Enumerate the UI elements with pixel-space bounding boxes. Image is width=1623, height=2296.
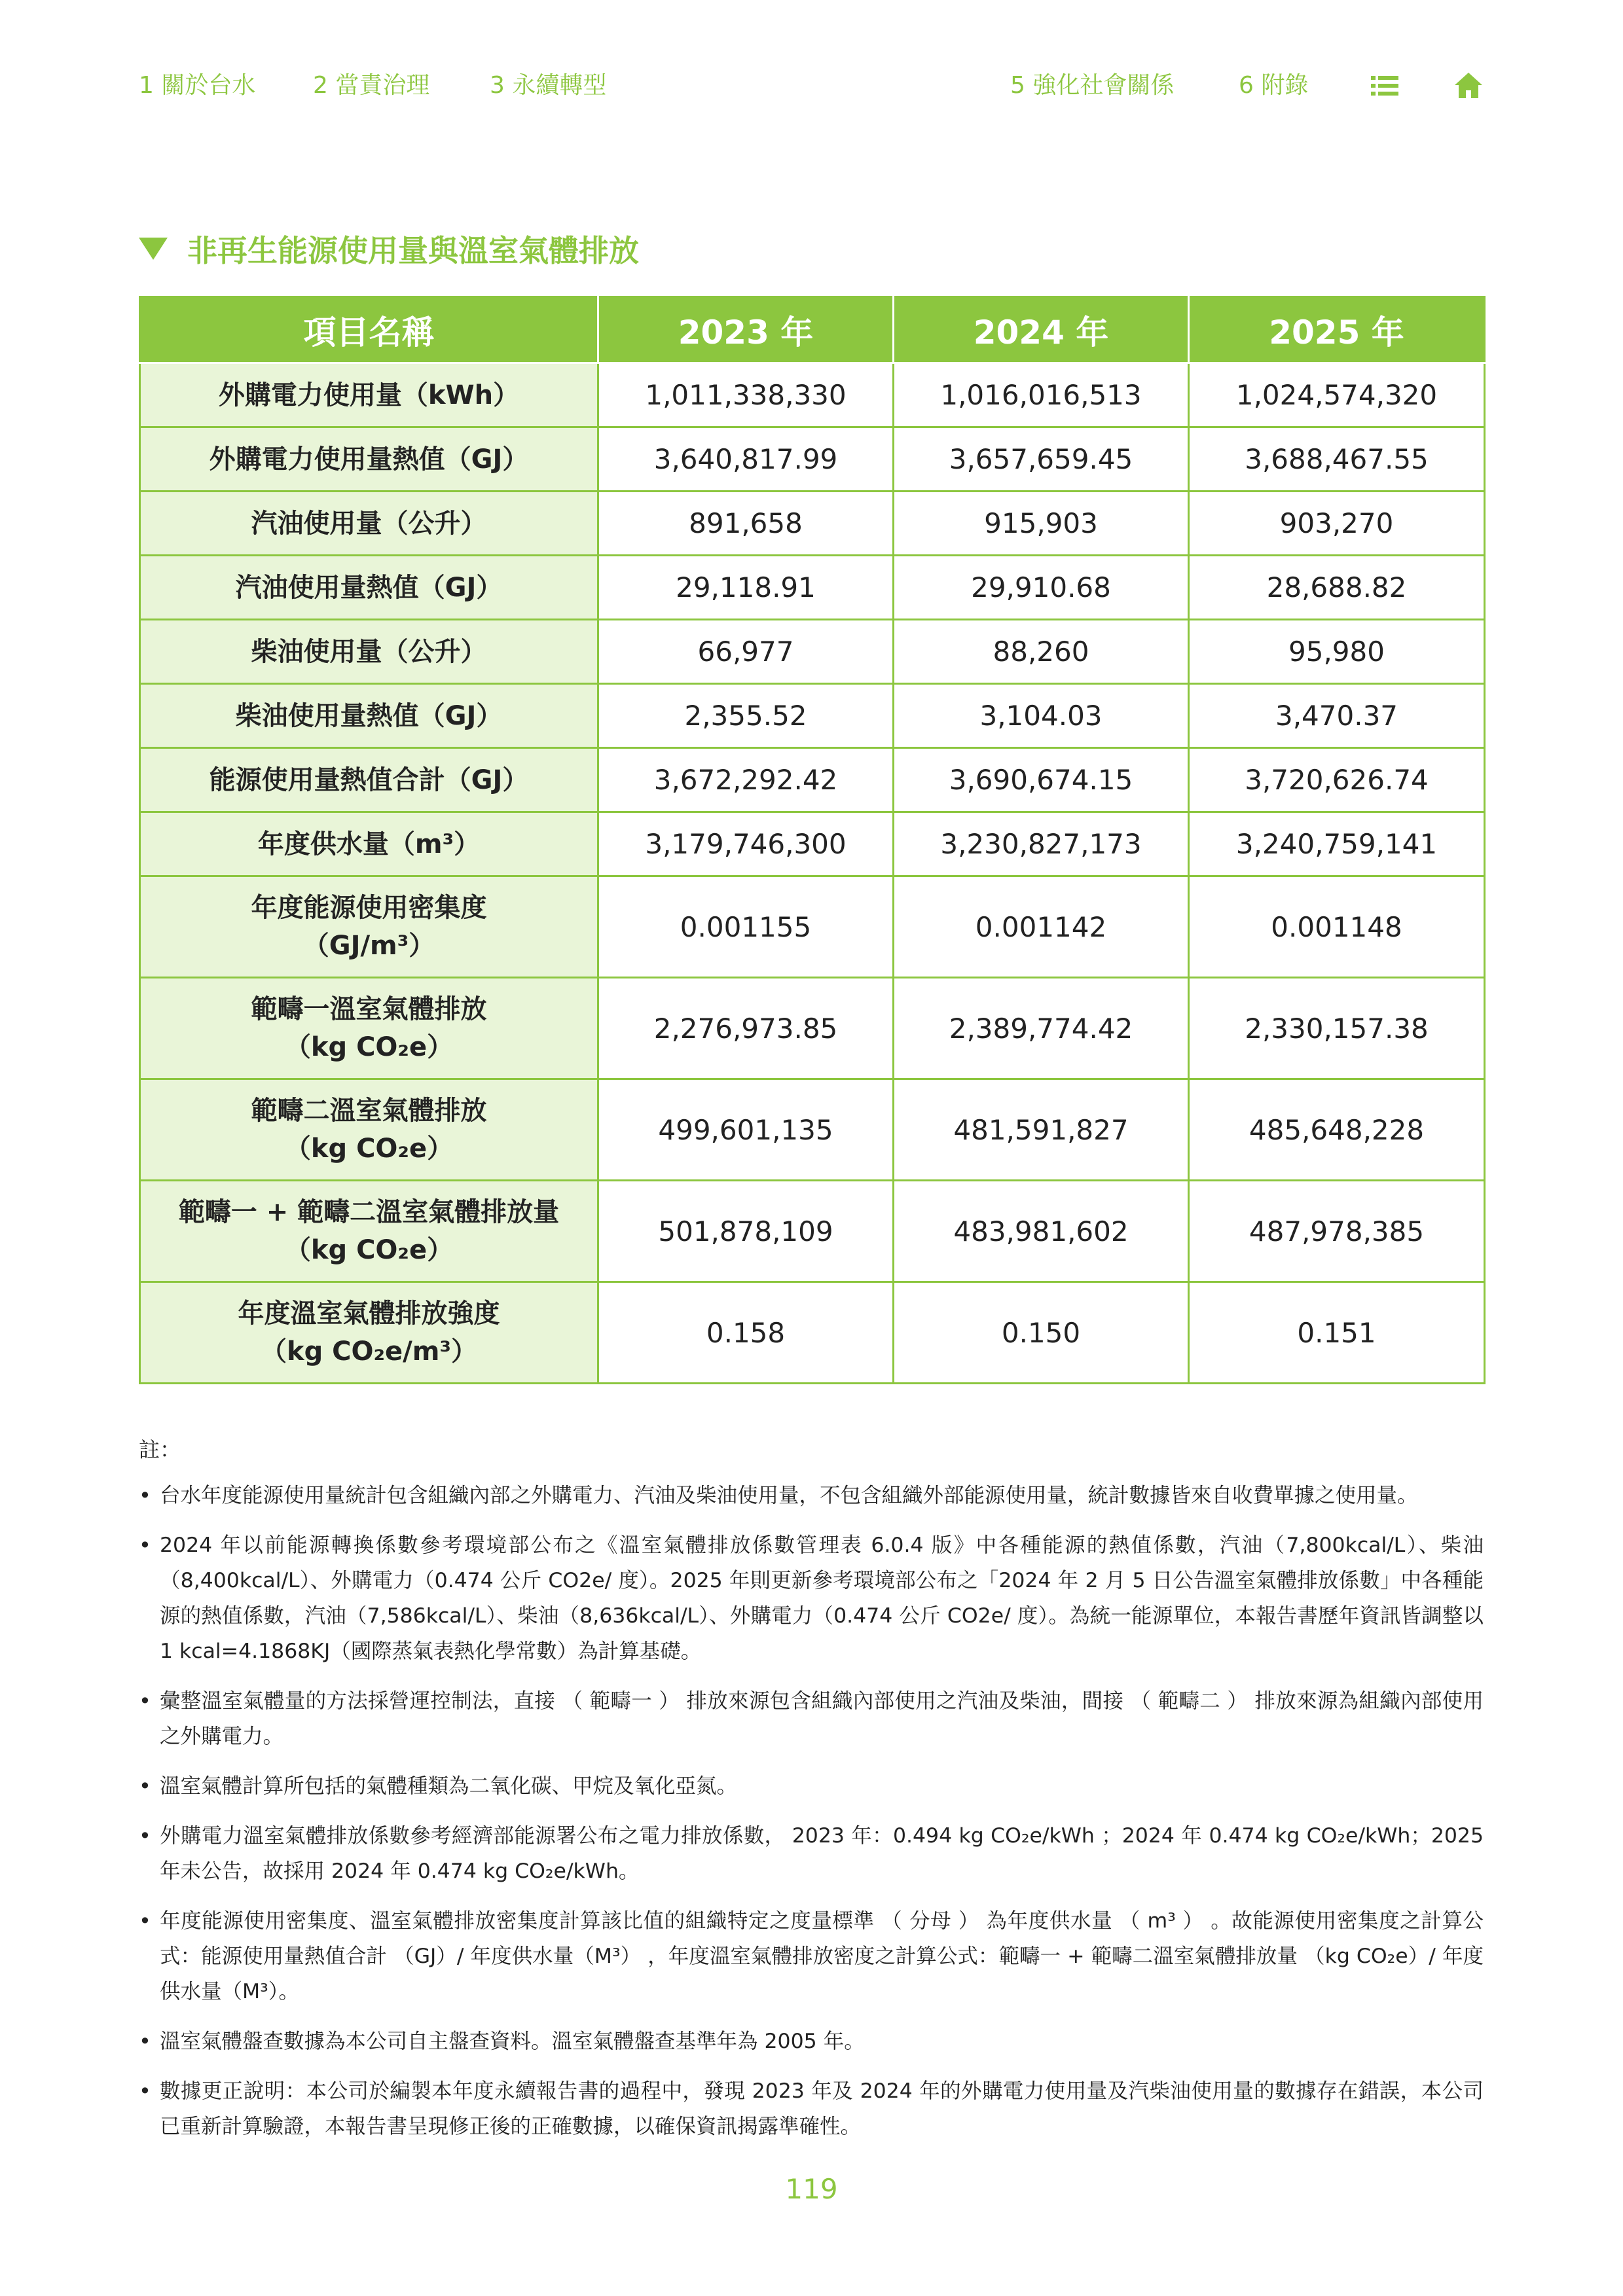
table-cell: 95,980 bbox=[1189, 620, 1485, 684]
table-row bbox=[140, 1079, 1485, 1181]
note-item: • 溫室氣體盤查數據為本公司自主盤查資料。溫室氣體盤查基準年為 2005 年。 bbox=[139, 2024, 1484, 2059]
row-label-unit: （kg CO₂e） bbox=[284, 1134, 454, 1164]
table-cell: 485,648,228 bbox=[1189, 1079, 1485, 1181]
table-cell: 1,011,338,330 bbox=[598, 363, 894, 427]
table-cell: 0.158 bbox=[598, 1282, 894, 1384]
home-icon[interactable] bbox=[1453, 71, 1484, 101]
row-label bbox=[140, 1282, 598, 1384]
row-label bbox=[140, 876, 598, 978]
notes-list bbox=[139, 1478, 1484, 2159]
table-row bbox=[140, 748, 1485, 812]
nav-item-social[interactable]: 5 強化社會關係 bbox=[1010, 72, 1175, 99]
nav-item-appendix[interactable]: 6 附錄 bbox=[1239, 72, 1309, 99]
table-row bbox=[140, 427, 1485, 492]
row-label bbox=[140, 1181, 598, 1282]
row-label-unit: （kg CO₂e） bbox=[284, 1032, 454, 1062]
page-number: 119 bbox=[785, 2173, 838, 2205]
row-label-line: 年度溫室氣體排放強度 bbox=[238, 1299, 500, 1329]
table-cell: 1,016,016,513 bbox=[894, 363, 1189, 427]
table-cell: 29,910.68 bbox=[894, 556, 1189, 620]
table-cell: 483,981,602 bbox=[894, 1181, 1189, 1282]
note-item: • 彙整溫室氣體量的方法採營運控制法，直接 （ 範疇一 ） 排放來源包含組織內部使用之汽油及柴油，間接 （ 範疇二 ） 排放來源為組織內部使用之外購電力。 bbox=[139, 1683, 1484, 1754]
table-cell: 1,024,574,320 bbox=[1189, 363, 1485, 427]
table-cell: 501,878,109 bbox=[598, 1181, 894, 1282]
table-cell: 481,591,827 bbox=[894, 1079, 1189, 1181]
row-label: 年度供水量（m³） bbox=[140, 812, 598, 876]
table-cell: 3,640,817.99 bbox=[598, 427, 894, 492]
row-label-unit: （kg CO₂e） bbox=[284, 1235, 454, 1265]
top-navigation bbox=[139, 63, 1484, 109]
table-cell: 3,672,292.42 bbox=[598, 748, 894, 812]
section-title: 非再生能源使用量與溫室氣體排放 bbox=[187, 233, 639, 268]
table-row bbox=[140, 876, 1485, 978]
nav-item-about[interactable]: 1 關於台水 bbox=[139, 72, 256, 99]
table-row bbox=[140, 556, 1485, 620]
table-cell: 28,688.82 bbox=[1189, 556, 1485, 620]
row-label-line: 年度能源使用密集度 bbox=[251, 893, 487, 923]
column-header: 2023 年 bbox=[598, 297, 894, 363]
table-row bbox=[140, 492, 1485, 556]
column-header: 2025 年 bbox=[1189, 297, 1485, 363]
table-cell: 891,658 bbox=[598, 492, 894, 556]
row-label: 外購電力使用量（kWh） bbox=[140, 363, 598, 427]
table-cell: 66,977 bbox=[598, 620, 894, 684]
column-header: 2024 年 bbox=[894, 297, 1189, 363]
table-cell: 915,903 bbox=[894, 492, 1189, 556]
row-label-unit: （GJ/m³） bbox=[302, 931, 435, 961]
table-cell: 2,355.52 bbox=[598, 684, 894, 748]
table-cell: 29,118.91 bbox=[598, 556, 894, 620]
table-row bbox=[140, 1282, 1485, 1384]
note-item: • 2024 年以前能源轉換係數參考環境部公布之《溫室氣體排放係數管理表 6.0.4 版》中各種能源的熱值係數，汽油（7,800kcal/L）、柴油（8,400kcal/L）、外購電力（0.474 公斤 CO2e/ 度）。2025 年則更新參考環境部公布之「2024 年 2 月 5 日公告溫室氣體排放係數」中各種能源的熱值係數，汽油（7,586kcal/L）、柴油（8,636kcal/L）、外購電力（0.474 公斤 CO2e/ 度）。為統一能源單位，本報告書歷年資訊皆調整以 1 kcal=4.1868KJ（國際蒸氣表熱化學常數）為計算基礎。 bbox=[139, 1528, 1484, 1669]
row-label: 柴油使用量（公升） bbox=[140, 620, 598, 684]
table-cell: 2,330,157.38 bbox=[1189, 978, 1485, 1079]
table-row bbox=[140, 620, 1485, 684]
row-label: 汽油使用量（公升） bbox=[140, 492, 598, 556]
section-heading bbox=[139, 223, 639, 275]
table-cell: 0.001148 bbox=[1189, 876, 1485, 978]
table-row bbox=[140, 684, 1485, 748]
row-label-unit: （kg CO₂e/m³） bbox=[261, 1336, 477, 1367]
row-label bbox=[140, 978, 598, 1079]
table-row bbox=[140, 1181, 1485, 1282]
table-cell: 487,978,385 bbox=[1189, 1181, 1485, 1282]
row-label-line: 範疇二溫室氣體排放 bbox=[251, 1096, 487, 1126]
nav-item-governance[interactable]: 2 當責治理 bbox=[313, 72, 430, 99]
row-label: 能源使用量熱值合計（GJ） bbox=[140, 748, 598, 812]
table-cell: 0.001155 bbox=[598, 876, 894, 978]
table-cell: 0.001142 bbox=[894, 876, 1189, 978]
table-cell: 903,270 bbox=[1189, 492, 1485, 556]
table-cell: 0.151 bbox=[1189, 1282, 1485, 1384]
table-cell: 3,104.03 bbox=[894, 684, 1189, 748]
table-header-row bbox=[140, 297, 1485, 363]
row-label bbox=[140, 1079, 598, 1181]
table-row bbox=[140, 363, 1485, 427]
table-cell: 3,688,467.55 bbox=[1189, 427, 1485, 492]
table-cell: 2,389,774.42 bbox=[894, 978, 1189, 1079]
nav-item-transformation[interactable]: 3 永續轉型 bbox=[490, 72, 607, 99]
energy-emissions-table bbox=[139, 296, 1486, 1384]
table-cell: 88,260 bbox=[894, 620, 1189, 684]
row-label: 汽油使用量熱值（GJ） bbox=[140, 556, 598, 620]
table-cell: 3,690,674.15 bbox=[894, 748, 1189, 812]
row-label: 柴油使用量熱值（GJ） bbox=[140, 684, 598, 748]
table-cell: 3,470.37 bbox=[1189, 684, 1485, 748]
row-label-line: 範疇一 + 範疇二溫室氣體排放量 bbox=[178, 1197, 560, 1227]
note-item: • 年度能源使用密集度、溫室氣體排放密集度計算該比值的組織特定之度量標準 （ 分母 ） 為年度供水量 （ m³ ） 。故能源使用密集度之計算公式：能源使用量熱值合計 （GJ）/ 年度供水量（M³） ，年度溫室氣體排放密度之計算公式：範疇一 + 範疇二溫室氣體排放量 （kg CO₂e）/ 年度供水量（M³）。 bbox=[139, 1903, 1484, 2009]
table-cell: 3,657,659.45 bbox=[894, 427, 1189, 492]
table-cell: 3,720,626.74 bbox=[1189, 748, 1485, 812]
row-label: 外購電力使用量熱值（GJ） bbox=[140, 427, 598, 492]
list-icon[interactable] bbox=[1370, 71, 1400, 101]
notes-heading: 註： bbox=[139, 1437, 181, 1462]
column-header: 項目名稱 bbox=[140, 297, 598, 363]
note-item: • 數據更正說明：本公司於編製本年度永續報告書的過程中，發現 2023 年及 2024 年的外購電力使用量及汽柴油使用量的數據存在錯誤，本公司已重新計算驗證，本報告書呈現修正後的正確數據，以確保資訊揭露準確性。 bbox=[139, 2073, 1484, 2144]
table-cell: 2,276,973.85 bbox=[598, 978, 894, 1079]
table-row bbox=[140, 978, 1485, 1079]
note-item: • 台水年度能源使用量統計包含組織內部之外購電力、汽油及柴油使用量，不包含組織外部能源使用量，統計數據皆來自收費單據之使用量。 bbox=[139, 1478, 1484, 1513]
table-row bbox=[140, 812, 1485, 876]
table-cell: 3,179,746,300 bbox=[598, 812, 894, 876]
triangle-down-icon bbox=[139, 238, 168, 260]
note-item: • 外購電力溫室氣體排放係數參考經濟部能源署公布之電力排放係數， 2023 年：0.494 kg CO₂e/kWh ；2024 年 0.474 kg CO₂e/kWh；2025 年未公告，故採用 2024 年 0.474 kg CO₂e/kWh。 bbox=[139, 1818, 1484, 1889]
table-cell: 499,601,135 bbox=[598, 1079, 894, 1181]
table-cell: 0.150 bbox=[894, 1282, 1189, 1384]
row-label-line: 範疇一溫室氣體排放 bbox=[251, 994, 487, 1024]
table-cell: 3,240,759,141 bbox=[1189, 812, 1485, 876]
note-item: • 溫室氣體計算所包括的氣體種類為二氧化碳、甲烷及氧化亞氮。 bbox=[139, 1768, 1484, 1804]
table-cell: 3,230,827,173 bbox=[894, 812, 1189, 876]
